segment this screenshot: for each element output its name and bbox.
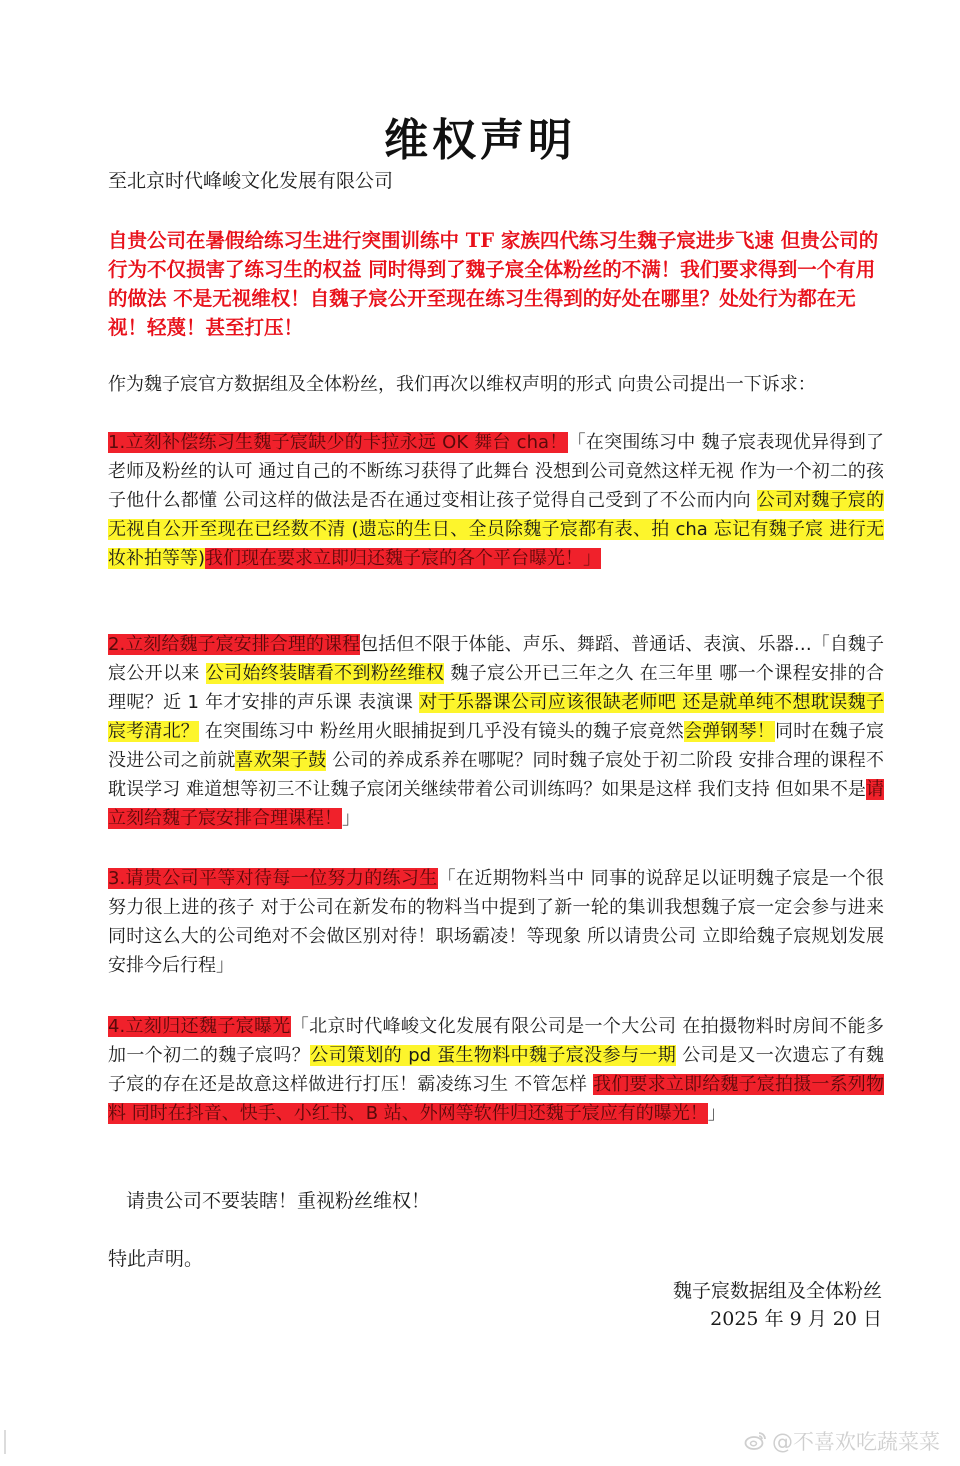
demand-2-highlight-yellow-2: 对于乐器课公司应该很缺老师吧 还是就单纯不想耽误魏子宸考清北？ xyxy=(108,692,884,742)
demand-2-highlight-yellow-1: 公司始终装瞎看不到粉丝维权 xyxy=(205,663,445,684)
demand-2 xyxy=(108,630,884,833)
signature-date: 2025 年 9 月 20 日 xyxy=(710,1308,882,1330)
demand-1-text: 「在突围练习中 魏子宸表现优异得到了老师及粉丝的认可 通过自己的不断练习获得了此舞台 没想到公司竟然这样无视 作为一个初二的孩子他什么都懂 公司这样的做法是否在通过变相让孩子觉得自己受到了不公而内向 xyxy=(108,432,884,511)
demand-2-highlight-red: 请立刻给魏子宸安排合理课程！ xyxy=(108,779,884,829)
demand-2-text-6: 」 xyxy=(342,808,360,829)
demand-2-highlight-yellow-4: 喜欢架子鼓 xyxy=(235,750,327,771)
weibo-watermark xyxy=(744,1426,940,1456)
demand-4-text-2: 公司是又一次遗忘了有魏子宸的存在还是故意这样做进行打压！霸凌练习生 不管怎样 xyxy=(108,1045,884,1095)
demand-1-highlight-red: 我们现在要求立即归还魏子宸的各个平台曝光！」 xyxy=(205,548,602,569)
demand-2-text-4: 同时在魏子宸没进公司之前就 xyxy=(108,721,885,771)
demand-4-text-3: 」 xyxy=(707,1103,726,1124)
weibo-icon xyxy=(744,1429,768,1453)
warning-paragraph: 自贵公司在暑假给练习生进行突围训练中 TF 家族四代练习生魏子宸进步飞速 但贵公司的行为不仅损害了练习生的权益 同时得到了魏子宸全体粉丝的不满！我们要求得到一个有用的做法 不是无视维权！自魏子宸公开至现在练习生得到的好处在哪里？处处行为都在无视！轻蔑！甚至打压！ xyxy=(108,229,879,339)
intro-line: 作为魏子宸官方数据组及全体粉丝，我们再次以维权声明的形式 向贵公司提出一下诉求： xyxy=(108,374,816,395)
demand-2-heading: 2.立刻给魏子宸安排合理的课程 xyxy=(108,634,361,655)
signature: 魏子宸数据组及全体粉丝 xyxy=(672,1280,882,1302)
demand-3-heading: 3.请贵公司平等对待每一位努力的练习生 xyxy=(108,868,438,889)
demand-2-text-5: 公司的养成系养在哪呢？同时魏子宸处于初二阶段 安排合理的课程不耽误学习 难道想等初三不让魏子宸闭关继续带着公司训练吗？如果是这样 我们支持 但如果不是 xyxy=(108,750,884,800)
demand-1-heading: 1.立刻补偿练习生魏子宸缺少的卡拉永远 OK 舞台 cha！ xyxy=(108,432,568,453)
demand-2-text-2: 魏子宸公开已三年之久 在三年里 哪一个课程安排的合理呢？近 1 年才安排的声乐课 表演课 xyxy=(108,663,884,713)
closing-line: 请贵公司不要装瞎！重视粉丝维权！ xyxy=(126,1190,431,1212)
demand-2-highlight-yellow-3: 会弹钢琴！ xyxy=(684,721,776,742)
declaration-line: 特此声明。 xyxy=(108,1248,204,1270)
demand-3 xyxy=(108,864,884,980)
demand-4-heading: 4.立刻归还魏子宸曝光 xyxy=(108,1016,291,1037)
scan-edge-mark xyxy=(4,1430,6,1454)
demand-4-highlight-yellow: 公司策划的 pd 蛋生物料中魏子宸没参与一期 xyxy=(310,1045,677,1066)
recipient-line: 至北京时代峰峻文化发展有限公司 xyxy=(108,170,394,192)
document-title: 维权声明 xyxy=(384,115,576,166)
demand-3-text: 「在近期物料当中 同事的说辞足以证明魏子宸是一个很努力很上进的孩子 对于公司在新发布的物料当中提到了新一轮的集训我想魏子宸一定会参与进来同时这么大的公司绝对不会做区别对待！职场霸凌！等现象 所以请贵公司 立即给魏子宸规划发展安排今后行程」 xyxy=(108,868,884,976)
demand-1-highlight-yellow: 公司对魏子宸的无视自公开至现在已经数不清 (遗忘的生日、全员除魏子宸都有表、拍 cha 忘记有魏子宸 进行无妆补拍等等) xyxy=(108,490,884,569)
watermark-text: @不喜欢吃蔬菜菜 xyxy=(772,1430,940,1454)
demand-4-highlight-red: 我们要求立即给魏子宸拍摄一系列物料 同时在抖音、快手、小红书、B 站、外网等软件归还魏子宸应有的曝光！ xyxy=(108,1074,884,1124)
demand-1 xyxy=(108,428,884,573)
demand-2-text-1: 包括但不限于体能、声乐、舞蹈、普通话、表演、乐器…「自魏子宸公开以来 xyxy=(108,634,884,684)
demand-4-text-1: 「北京时代峰峻文化发展有限公司是一个大公司 在拍摄物料时房间不能多加一个初二的魏子宸吗？ xyxy=(108,1016,884,1066)
demand-2-text-3: 在突围练习中 粉丝用火眼捕捉到几乎没有镜头的魏子宸竟然 xyxy=(199,721,685,742)
demand-4 xyxy=(108,1012,884,1128)
